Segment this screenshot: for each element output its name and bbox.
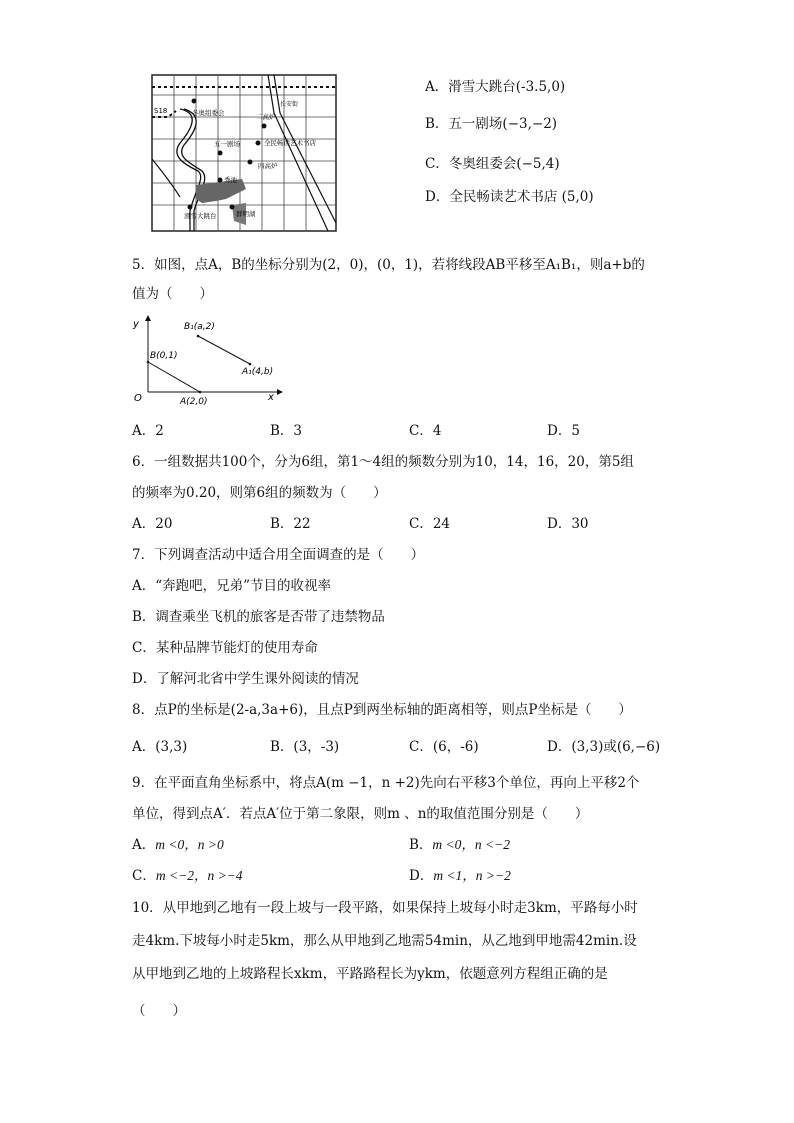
q9-stem-line2: 单位，得到点A′．若点A′位于第二象限，则m 、n的取值范围分别是（ ） (132, 806, 589, 822)
q6-option-d[interactable]: D．30 (547, 516, 589, 532)
map-label-qunmingshu: 群明湖 (236, 210, 256, 218)
q8-option-c[interactable]: C．(6，-6) (409, 739, 479, 755)
q6-stem-line2: 的频率为0.20，则第6组的频数为（ ） (132, 485, 387, 501)
q5-stem-line1: 5．如图，点A，B的坐标分别为(2，0)，(0，1)，若将线段AB平移至A₁B₁，则a+b的 (132, 257, 645, 273)
map-label-wuyi: 五一剧场 (214, 140, 240, 148)
map-label-winter-committee: 冬奥组委会 (192, 109, 225, 117)
q6-stem-line1: 6．一组数据共100个，分为6组，第1～4组的频数分别为10，14，16，20，第5组 (132, 454, 634, 470)
map-label-sigaolu: 四高炉 (258, 162, 278, 170)
q8-option-d[interactable]: D．(3,3)或(6,−6) (547, 739, 661, 755)
graph-y-label: y (133, 319, 139, 330)
q4-option-b[interactable]: B．五一剧场(−3,−2) (425, 116, 558, 132)
q5-coordinate-graph (128, 312, 288, 408)
q8-stem: 8．点P的坐标是(2-a,3a+6)，且点P到两坐标轴的距离相等，则点P坐标是（ ） (132, 702, 632, 718)
q9-stem-line1: 9．在平面直角坐标系中，将点A(m −1，n +2)先向右平移3个单位，再向上平移2个 (132, 775, 640, 791)
q4-option-a[interactable]: A．滑雪大跳台(-3.5,0) (425, 79, 566, 95)
q10-stem-line1: 10．从甲地到乙地有一段上坡与一段平路，如果保持上坡每小时走3km，平路每小时 (132, 900, 638, 916)
q8-option-a[interactable]: A．(3,3) (132, 739, 188, 755)
graph-point-b1-label: B₁(a,2) (184, 322, 215, 332)
q6-option-a[interactable]: A．20 (132, 516, 173, 532)
q7-stem: 7．下列调查活动中适合用全面调查的是（ ） (132, 547, 425, 563)
q7-option-a[interactable]: A．“奔跑吧，兄弟”节目的收视率 (132, 578, 332, 594)
q6-option-c[interactable]: C．24 (409, 516, 451, 532)
q5-option-a[interactable]: A．2 (132, 423, 164, 439)
q9-option-c[interactable]: C．m <−2，n >−4 (132, 868, 243, 884)
q10-stem-line4: （ ） (132, 1003, 186, 1019)
q9-option-b[interactable]: B．m <0，n <−2 (409, 837, 511, 853)
map-label-ski-jump: 滑雪大跳台 (184, 212, 217, 220)
q10-stem-line2: 走4km.下坡每小时走5km，那么从甲地到乙地需54min，从乙地到甲地需42min.设 (132, 933, 637, 949)
q9-option-d[interactable]: D．m <1，n >−2 (409, 868, 511, 884)
map-label-s18: S18 (154, 107, 168, 115)
q9-option-a[interactable]: A．m <0，n >0 (132, 837, 224, 853)
graph-x-label: x (268, 392, 274, 403)
q5-stem-line2: 值为（ ） (132, 286, 213, 302)
graph-origin-label: O (134, 393, 142, 404)
map-label-changan: 长安街 (280, 101, 299, 108)
graph-point-a1-label: A₁(4,b) (242, 367, 274, 377)
q5-option-b[interactable]: B．3 (270, 423, 303, 439)
q5-option-c[interactable]: C．4 (409, 423, 442, 439)
q7-option-b[interactable]: B．调查乘坐飞机的旅客是否带了违禁物品 (132, 609, 385, 625)
graph-point-a-label: A(2,0) (180, 397, 208, 407)
q7-option-d[interactable]: D．了解河北省中学生课外阅读的情况 (132, 671, 359, 687)
q7-option-c[interactable]: C．某种品牌节能灯的使用寿命 (132, 640, 318, 656)
map-label-erligou: 二高炉 (256, 113, 276, 121)
graph-point-b-label: B(0,1) (150, 351, 178, 361)
q8-option-b[interactable]: B．(3，-3) (270, 739, 340, 755)
q5-option-d[interactable]: D．5 (547, 423, 580, 439)
q4-option-c[interactable]: C．冬奥组委会(−5,4) (425, 156, 560, 172)
q10-stem-line3: 从甲地到乙地的上坡路程长xkm，平路路程长为ykm，依题意列方程组正确的是 (132, 966, 608, 982)
map-label-xiuchi: 秀池 (224, 176, 237, 184)
q4-option-d[interactable]: D．全民畅读艺术书店 (5,0) (425, 189, 594, 205)
map-label-bookstore: 全民畅读艺术书店 (264, 139, 316, 147)
q4-map-figure (150, 73, 340, 235)
q6-option-b[interactable]: B．22 (270, 516, 311, 532)
